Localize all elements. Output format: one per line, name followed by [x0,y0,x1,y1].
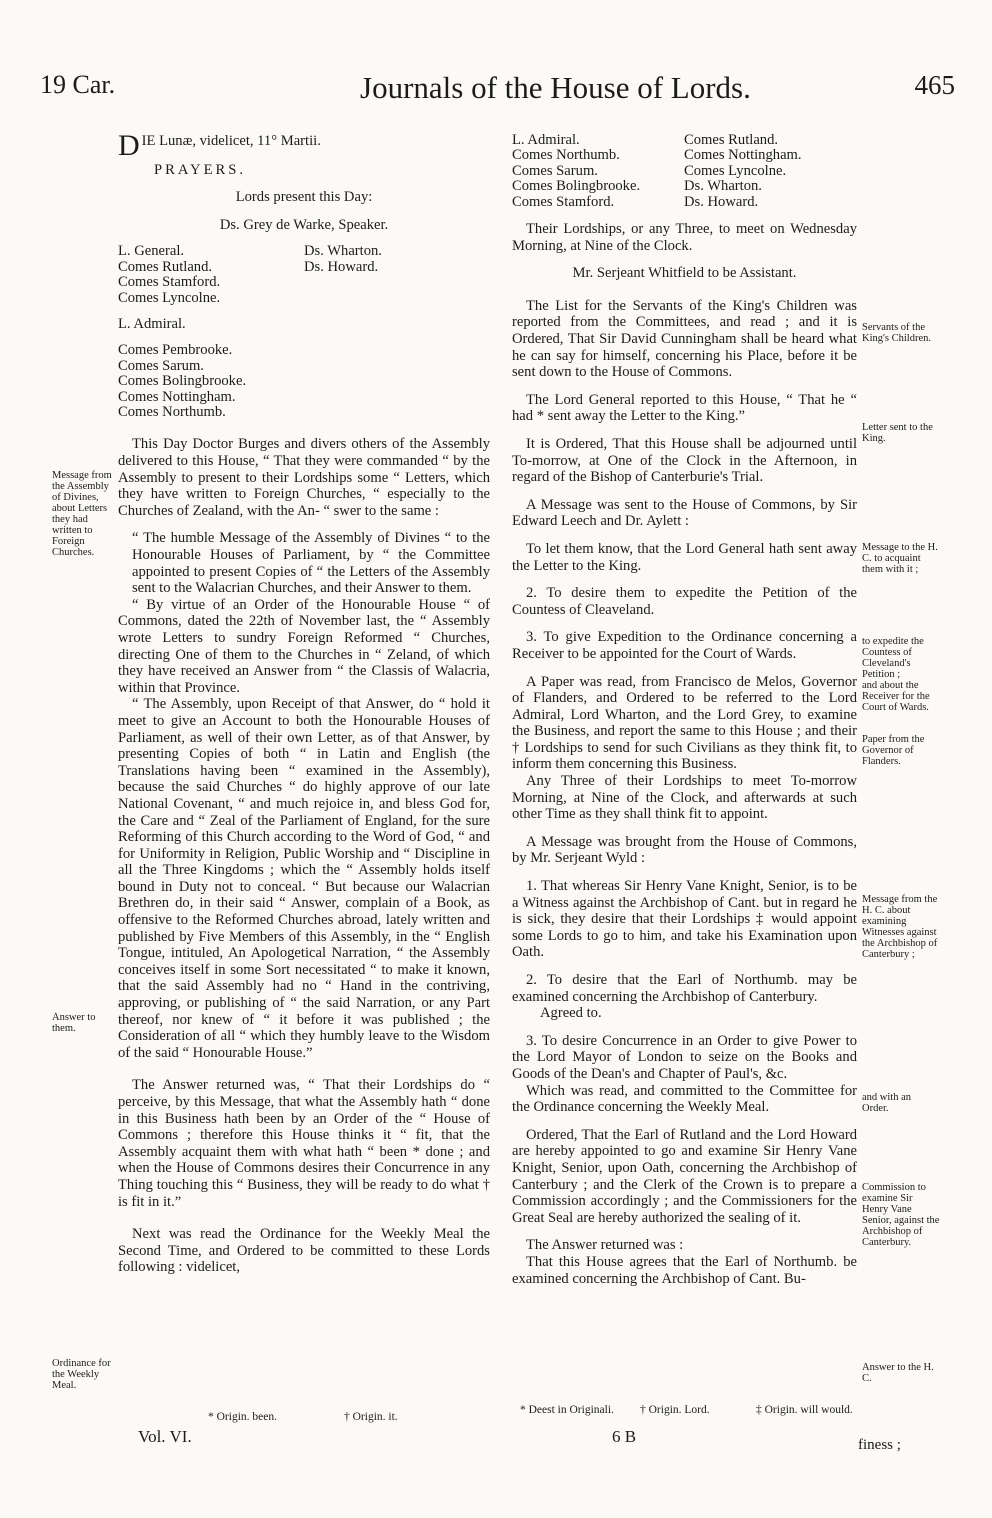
margin-note: Message from the Assembly of Divines, about Letters they had written to Foreign Churches. [52,470,112,558]
lord-name: Comes Rutland. [118,258,213,275]
right-column [512,133,857,1287]
quoted-message: “ The humble Message of the Assembly of Divines “ to the Honourable Houses of Parliament, by “ the Committee appointed to present Copies of “ the Letters of the Assembly sent to the Walacrian Churches, and their Answer to them. [132,530,490,597]
running-header [40,70,955,120]
left-margin-notes [52,470,114,1391]
speaker-line: Ds. Grey de Warke, Speaker. [219,216,389,233]
lord-name: Comes Rutland. [684,132,779,148]
paragraph: This Day Doctor Burges and divers others of the Assembly delivered to this House, “ That they were commanded “ by the Assembly to present to their Lordships some “ Letters, which they have written to Foreign Churches, “ especially to the Churches of Zealand, with the An- “ swer to the same : [118,436,490,519]
footnote: * Deest in Originali. [520,1404,614,1416]
paragraph: Next was read the Ordinance for the Weekly Meal the Second Time, and Ordered to be committed to these Lords following : videlicet, [118,1226,490,1276]
lord-name: L. Admiral. [512,132,580,148]
lord-name: Ds. Wharton. [304,243,382,260]
lord-name: Ds. Wharton. [684,178,762,195]
paragraph: To let them know, that the Lord General hath sent away the Letter to the King. [512,540,857,574]
lord-name: Comes Sarum. [512,162,598,179]
paragraph: Agreed to. [540,1005,602,1022]
paragraph: The List for the Servants of the King's Children was reported from the Committees, and read ; and it is Ordered, That Sir David Cunningham shall be heard what he can say for himself, concerning his Place, before it be sent down to the House of Commons. [512,297,857,381]
lord-name: Comes Pembrooke. [118,342,233,359]
lord-name: L. General. [118,243,185,260]
lord-name: Comes Northumb. [512,147,620,164]
paragraph: Which was read, and committed to the Committee for the Ordinance concerning the Weekly Meal. [512,1082,857,1116]
paragraph: 2. To desire that the Earl of Northumb. may be examined concerning the Archbishop of Canterbury. [512,972,857,1005]
margin-note: Letter sent to the King. [862,422,933,444]
lord-name: Comes Bolingbrooke. [512,178,641,195]
right-margin-notes [862,322,940,1382]
margin-note: to expedite the Countess of Cleveland's Petition ; [862,636,924,680]
prayers-heading: PRAYERS. [154,161,247,178]
catchword: finess ; [858,1437,901,1453]
paragraph: A Message was brought from the House of Commons, by Mr. Serjeant Wyld : [512,833,857,867]
paragraph: A Paper was read, from Francisco de Melos, Governor of Flanders, and Ordered to be referred to the Lord Admiral, Lord Wharton, and the Lord Grey, to examine the Business, and report the same to this House ; and their † Lordships to send for such Civilians as they think fit, to inform them concerning this Business. [512,673,857,773]
lord-name: L. Admiral. [118,316,186,332]
paragraph: That this House agrees that the Earl of Northumb. be examined concerning the Archbishop of Cant. Bu- [512,1253,857,1287]
margin-note: Answer to them. [52,1012,96,1034]
lords-list-a [118,244,490,306]
footnote: † Origin. Lord. [640,1404,710,1416]
margin-note: Servants of the King's Children. [862,322,931,344]
paragraph: 2. To desire them to expedite the Petition of the Countess of Cleaveland. [512,585,857,618]
lords-list-b [118,317,490,420]
lord-name: Comes Lyncolne. [118,289,221,306]
paragraph: 1. That whereas Sir Henry Vane Knight, Senior, is to be a Witness against the Archbishop of Cant. but in regard he is sick, they desire that their Lordships ‡ would appoint some Lords to go to him, and take his Examination upon Oath. [512,878,857,961]
lord-name: Comes Bolingbrooke. [118,373,247,390]
lord-name: Ds. Howard. [304,258,379,275]
drop-cap: D [118,129,140,162]
margin-note: and about the Receiver for the Court of Wards. [862,680,930,713]
page-number: 465 [914,70,955,100]
margin-note: Ordinance for the Weekly Meal. [52,1358,111,1391]
lords-present-heading: Lords present this Day: [235,189,373,206]
paragraph: Their Lordships, or any Three, to meet on Wednesday Morning, at Nine of the Clock. [512,221,857,254]
volume-signature: Vol. VI. [138,1427,192,1446]
committee-lords-list [512,133,857,210]
margin-note: Message from the H. C. about examining Witnesses against the Archbishop of Canterbury ; [862,894,938,960]
gathering-signature: 6 B [612,1427,637,1446]
paragraph: The Answer returned was, “ That their Lordships do “ perceive, by this Message, that what the Assembly hath “ done in this Business hath been by an Order of the “ House of Commons ; therefore this House thinks it “ fit, that the Assembly acquaint them with what hath “ been * done ; and when the House of Commons desires their Concurrence in any Thing touching this “ Business, they will be ready to do what † is fit in it.” [118,1077,490,1210]
date-line: IE Lunæ, videlicet, 11° Martii. [141,133,321,149]
margin-note: and with an Order. [862,1092,911,1114]
lord-name: Comes Lyncolne. [684,162,787,179]
lord-name: Comes Northumb. [118,404,226,421]
paragraph: Any Three of their Lordships to meet To-morrow Morning, at Nine of the Clock, and afterwards at such other Time as they shall think fit to appoint. [512,773,857,823]
lord-name: Comes Stamford. [512,193,615,210]
margin-note: Message to the H. C. to acquaint them with it ; [862,542,938,575]
lord-name: Comes Nottingham. [118,388,236,405]
paragraph: “ By virtue of an Order of the Honourable House “ of Commons, dated the 22th of November last, the “ Assembly wrote Letters to sundry Foreign Reformed “ Churches, directing One of them to the Churches in “ Zeland, of which they have received an Answer from “ the Classis of Walacria, within that Province. [118,596,490,696]
lord-name: Ds. Howard. [684,193,759,210]
footnote: * Origin. been. [208,1411,277,1423]
date-heading [118,129,490,162]
margin-note: Commission to examine Sir Henry Vane Senior, against the Archbishop of Canterbury. [862,1182,940,1248]
paragraph: The Answer returned was : [526,1237,684,1254]
left-column [118,129,490,1276]
paragraph: It is Ordered, That this House shall be adjourned until To-morrow, at One of the Clock in the Afternoon, in regard of the Bishop of Canterburie's Trial. [512,435,857,486]
footnote: ‡ Origin. will would. [756,1404,853,1416]
lord-name: Comes Sarum. [118,357,204,374]
paragraph: The Lord General reported to this House, “ That he “ had * sent away the Letter to the King.” [512,391,857,425]
paragraph: A Message was sent to the House of Commons, by Sir Edward Leech and Dr. Aylett : [512,496,857,530]
paragraph: 3. To desire Concurrence in an Order to give Power to the Lord Mayor of London to seize on the Books and Goods of the Dean's and Chapter of Paul's, &c. [512,1032,857,1082]
header-title: Journals of the House of Lords. [360,70,751,105]
footnote: † Origin. it. [344,1411,398,1423]
header-regnal-year: 19 Car. [40,70,116,99]
margin-note: Paper from the Governor of Flanders. [862,734,925,767]
paragraph: “ The Assembly, upon Receipt of that Answer, do “ hold it meet to give an Account to both the Honourable Houses of Parliament, as well of their own Letter, as of that Answer, by presenting Copies of both “ in Latin and English (the Translations having been “ examined in the Assembly), because the said Churches “ do highly approve of our late National Covenant, “ and much rejoice in, and bless God for, the Care and “ Zeal of the Parliament of England, for the sure Reforming of this Church according to the Word of God, “ and for Uniformity in Religion, Public Worship and “ Discipline in all the Three Kingdoms ; which the “ Assembly holds itself bound in Duty not to conceal. “ But because our Walacrian Brethren do, in their said “ Answer, complain of a Book, as offensive to the Reformed Churches abroad, lately written and published by Five Members of this Assembly, in the “ English Tongue, intituled, An Apologetical Narration, “ the Assembly conceives itself in some Sort necessitated “ to make it known, that the said Assembly had no “ Hand in the contriving, approving, or publishing of “ the said Narration, or any Part thereof, nor knew of “ it before it was published ; the Consideration of all “ which they humbly leave to the Wisdom of the said “ Honourable House.” [118,696,490,1061]
lord-name: Comes Nottingham. [684,147,802,164]
lord-name: Comes Stamford. [118,274,221,291]
margin-note: Answer to the H. C. [862,1362,934,1384]
paragraph: Mr. Serjeant Whitfield to be Assistant. [572,265,797,282]
paragraph: Ordered, That the Earl of Rutland and the Lord Howard are hereby appointed to go and examine Sir Henry Vane Knight, Senior, upon Oath, concerning the Archbishop of Canterbury ; and the Clerk of the Crown is to prepare a Commission accordingly ; and the Commissioners for the Great Seal are hereby authorized the sealing of it. [512,1126,857,1226]
paragraph: 3. To give Expedition to the Ordinance concerning a Receiver to be appointed for the Court of Wards. [512,629,857,662]
